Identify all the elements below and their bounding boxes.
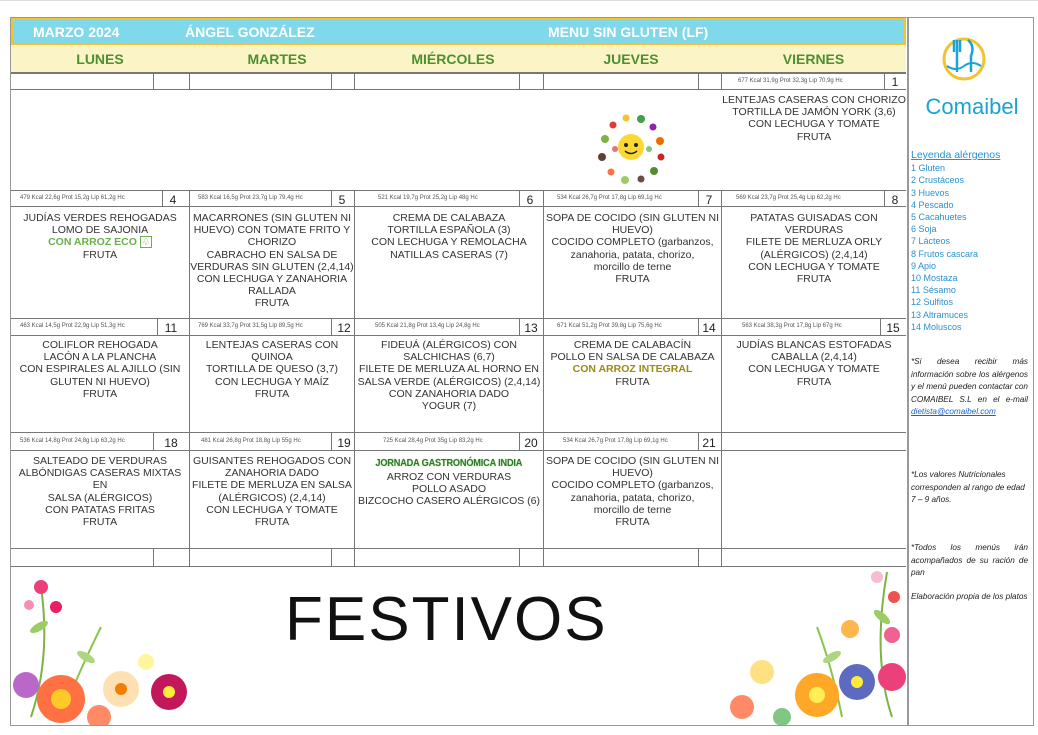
menu-line: CREMA DE CALABAZA xyxy=(392,212,506,224)
integral-rice-label: CON ARROZ INTEGRAL xyxy=(572,363,693,376)
menu-line: BIZCOCHO CASERO ALÉRGICOS (6) xyxy=(357,495,541,508)
menu-line: CON LECHUGA Y TOMATE xyxy=(748,260,880,273)
menu-line: NATILLAS CASERAS (7) xyxy=(390,248,508,261)
menu-cell-tue-5 xyxy=(190,212,354,310)
contact-email-link[interactable]: dietista@comaibel.com xyxy=(911,407,996,417)
menu-cell-wed-13 xyxy=(355,339,543,412)
menu-line: SALSA (ALÉRGICOS) xyxy=(47,491,153,504)
eco-rice-line xyxy=(11,236,189,248)
legend-item: 2 Crustáceos xyxy=(911,175,965,186)
weekday-monday: LUNES xyxy=(76,51,124,67)
menu-line: SALTEADO DE VERDURAS xyxy=(32,455,167,467)
brand-name: Comaibel xyxy=(925,94,1019,119)
menu-cell-fri-15 xyxy=(722,339,906,388)
menu-line: FILETE DE MERLUZA ORLY xyxy=(745,236,883,249)
day-number: 1 xyxy=(891,75,899,89)
legend-item: 7 Lácteos xyxy=(911,236,951,247)
flowers-right-decoration xyxy=(722,567,906,725)
day-number: 7 xyxy=(705,193,713,207)
menu-cell-thu-14 xyxy=(544,339,721,388)
kcal-info: 463 Kcal 14,5g Prot 22,9g Lip 51,3g Hc xyxy=(20,323,125,329)
kcal-info: 569 Kcal 23,7g Prot 25,4g Lip 62,2g Hc xyxy=(736,195,841,201)
grid-line xyxy=(11,206,906,207)
day-number: 18 xyxy=(164,436,178,450)
day-number: 6 xyxy=(526,193,534,207)
grid-line xyxy=(11,450,906,451)
day-number: 14 xyxy=(702,321,716,335)
menu-line: FILETE DE MERLUZA EN SALSA xyxy=(192,479,352,492)
menu-line: CON ZANAHORIA DADO xyxy=(388,387,510,400)
student-name: ÁNGEL GONZÁLEZ xyxy=(185,24,315,40)
weekday-header xyxy=(11,45,906,73)
legend-item: 1 Gluten xyxy=(911,163,946,174)
legend-item: 6 Soja xyxy=(911,224,937,235)
grid-line xyxy=(153,548,154,566)
eco-rice-label: CON ARROZ ECO xyxy=(48,236,137,249)
menu-line: zanahoria, patata, chorizo, xyxy=(570,248,695,261)
menu-line: LACÓN A LA PLANCHA xyxy=(43,351,157,364)
grid-line xyxy=(519,73,520,89)
weekday-tuesday: MARTES xyxy=(247,51,307,67)
menu-line: LENTEJAS CASERAS CON CHORIZO xyxy=(722,94,906,106)
month-label: MARZO 2024 xyxy=(33,24,120,40)
menu-line: CON LECHUGA Y MAÍZ xyxy=(215,375,329,388)
legend-item: 5 Cacahuetes xyxy=(911,212,967,223)
india-banner: JORNADA GASTRONÓMICA INDIA xyxy=(375,458,523,469)
menu-line: RALLADA xyxy=(248,285,296,298)
day-number: 13 xyxy=(524,321,538,335)
grid-line xyxy=(11,89,906,90)
grid-line xyxy=(698,548,699,566)
menu-line: TORTILLA DE QUESO (3,7) xyxy=(205,363,339,376)
menu-line: SALSA VERDE (ALÉRGICOS) (2,4,14) xyxy=(357,375,541,388)
menu-line: COLIFLOR REHOGADA xyxy=(42,339,158,351)
menu-cell-fri-8 xyxy=(722,212,906,285)
grid-line xyxy=(11,335,906,336)
menu-line: zanahoria, patata, chorizo, xyxy=(570,491,695,504)
menu-cell-tue-19 xyxy=(190,455,354,528)
kcal-info: 725 Kcal 28,4g Prot 35g Lip 83,2g Hc xyxy=(383,438,483,444)
menu-line: HUEVO) CON TOMATE FRITO Y xyxy=(193,224,351,237)
menu-cell-wed-20 xyxy=(355,457,543,508)
menu-title: MENU SIN GLUTEN (LF) xyxy=(548,24,709,40)
menu-line: FRUTA xyxy=(82,248,118,261)
grid-line xyxy=(543,73,544,89)
india-banner-row xyxy=(355,457,543,471)
menu-line: CON LECHUGA Y TOMATE xyxy=(748,363,880,376)
day-number: 4 xyxy=(169,193,177,207)
menu-line: POLLO EN SALSA DE CALABAZA xyxy=(550,351,715,364)
menu-line: FRUTA xyxy=(615,375,650,388)
kcal-info: 769 Kcal 33,7g Prot 31,5g Lip 89,5g Hc xyxy=(198,323,303,329)
kcal-info: 536 Kcal 14,8g Prot 24,8g Lip 63,2g Hc xyxy=(20,438,125,444)
menu-line: FRUTA xyxy=(796,130,832,143)
menu-line: (ALÉRGICOS) (2,4,14) xyxy=(760,248,868,261)
menu-line: (ALÉRGICOS) (2,4,14) xyxy=(218,491,326,504)
menu-line: TORTILLA ESPAÑOLA (3) xyxy=(387,224,511,237)
legend-item: 13 Altramuces xyxy=(911,309,969,320)
kcal-info: 479 Kcal 22,6g Prot 15,2g Lip 61,2g Hc xyxy=(20,195,125,201)
kcal-info: 534 Kcal 26,7g Prot 17,8g Lip 69,1g Hc xyxy=(557,195,662,201)
day-number: 19 xyxy=(337,436,351,450)
menu-line: TORTILLA DE JAMÓN YORK (3,6) xyxy=(732,106,896,119)
grid-line xyxy=(519,548,520,566)
legend-item: 9 Apio xyxy=(911,260,937,271)
menu-line: FRUTA xyxy=(82,387,118,400)
legend-item: 8 Frutos cascara xyxy=(911,248,979,259)
legend-item: 14 Moluscos xyxy=(911,321,962,332)
festivos-title: FESTIVOS xyxy=(285,585,608,654)
menu-line: HUEVO) xyxy=(612,224,653,237)
menu-line: FRUTA xyxy=(82,516,118,529)
kcal-info: 583 Kcal 16,5g Prot 23,7g Lip 79,4g Hc xyxy=(198,195,303,201)
menu-line: CON LECHUGA Y TOMATE xyxy=(206,503,338,516)
day-number: 5 xyxy=(338,193,346,207)
comaibel-logo-icon xyxy=(941,32,987,92)
top-border xyxy=(0,0,1038,1)
menu-line: ZANAHORIA DADO xyxy=(225,467,319,480)
menu-line: LOMO DE SAJONIA xyxy=(51,224,149,237)
menu-cell-fri-1 xyxy=(722,94,906,143)
contact-text: *Si desea recibir más información sobre los alérgenos y el menú pueden contactar con COMAIBEL S.L en el e-mail xyxy=(911,357,1028,404)
contact-note xyxy=(911,356,1028,419)
menu-line: QUINOA xyxy=(251,351,293,364)
kcal-info: 677 Kcal 31,9g Prot 32,3g Lip 70,9g Hc xyxy=(738,78,843,84)
menu-line: MACARRONES (SIN GLUTEN NI xyxy=(192,212,352,224)
menu-line: CON LECHUGA Y TOMATE xyxy=(748,118,880,131)
eco-leaf-icon: ♧ xyxy=(141,237,150,248)
grid-line xyxy=(331,318,332,335)
menu-line: YOGUR (7) xyxy=(421,400,477,413)
menu-line: SOPA DE COCIDO (SIN GLUTEN NI xyxy=(545,212,720,224)
kcal-info: 505 Kcal 21,8g Prot 13,4g Lip 24,8g Hc xyxy=(375,323,480,329)
menu-line: LENTEJAS CASERAS CON xyxy=(205,339,339,351)
kcal-info: 563 Kcal 38,3g Prot 17,8g Lip 67g Hc xyxy=(742,323,842,329)
grid-line xyxy=(354,73,355,89)
menu-line: JUDÍAS BLANCAS ESTOFADAS xyxy=(736,339,892,351)
weekday-friday: VIERNES xyxy=(782,51,845,67)
grid-line xyxy=(331,548,332,566)
menu-line: HUEVO) xyxy=(612,467,653,480)
bread-note: *Todos los menús irán acompañados de su ración de pan xyxy=(911,543,1028,578)
menu-line: POLLO ASADO xyxy=(411,483,487,496)
menu-line: VERDURAS SIN GLUTEN (2,4,14) xyxy=(190,260,354,273)
grid-line xyxy=(153,73,154,89)
menu-cell-mon-4 xyxy=(11,212,189,261)
menu-line: GUISANTES REHOGADOS CON xyxy=(192,455,352,467)
menu-line: ALBÓNDIGAS CASERAS MIXTAS EN xyxy=(18,467,182,492)
kcal-info: 671 Kcal 51,2g Prot 39,8g Lip 75,6g Hc xyxy=(557,323,662,329)
grid-line xyxy=(11,548,906,549)
menu-line: FRUTA xyxy=(254,387,290,400)
menu-line: CHORIZO xyxy=(247,236,297,249)
menu-cell-wed-6 xyxy=(355,212,543,261)
legend-item: 12 Sulfitos xyxy=(911,297,954,308)
menu-line: SOPA DE COCIDO (SIN GLUTEN NI xyxy=(545,455,720,467)
menu-line: morcillo de terne xyxy=(593,260,672,273)
menu-line: ARROZ CON VERDURAS xyxy=(386,471,512,483)
day-number: 11 xyxy=(164,321,178,335)
menu-line: FRUTA xyxy=(254,516,290,529)
day-number: 20 xyxy=(524,436,538,450)
grid-line xyxy=(189,73,190,89)
menu-line: JUDÍAS VERDES REHOGADAS xyxy=(23,212,177,224)
grid-line xyxy=(721,73,722,89)
menu-line: FRUTA xyxy=(254,297,290,310)
menu-line: CON LECHUGA Y ZANAHORIA xyxy=(196,273,348,286)
menu-cell-thu-21 xyxy=(544,455,721,528)
legend-item: 4 Pescado xyxy=(911,199,954,210)
menu-line: FILETE DE MERLUZA AL HORNO EN xyxy=(359,363,539,376)
legend-item: 11 Sésamo xyxy=(911,285,956,296)
food-illustration xyxy=(591,109,671,189)
grid-line xyxy=(698,73,699,89)
menu-cell-mon-18 xyxy=(11,455,189,528)
menu-line: CON PATATAS FRITAS xyxy=(45,503,155,516)
menu-line: FRUTA xyxy=(615,516,650,529)
flowers-left-decoration xyxy=(11,567,191,725)
header-bar xyxy=(11,18,906,45)
day-number: 21 xyxy=(702,436,716,450)
menu-line: SALCHICHAS (6,7) xyxy=(403,351,495,364)
grid-line xyxy=(880,318,881,335)
kcal-info: 521 Kcal 19,7g Prot 25,2g Lip 48g Hc xyxy=(378,195,478,201)
legend-title: Leyenda alérgenos xyxy=(911,149,1001,161)
grid-line xyxy=(721,432,722,566)
menu-cell-thu-7 xyxy=(544,212,721,285)
menu-cell-tue-12 xyxy=(190,339,354,400)
grid-line xyxy=(331,73,332,89)
kcal-info: 534 Kcal 26,7g Prot 17,8g Lip 69,1g Hc xyxy=(563,438,668,444)
day-number: 8 xyxy=(891,193,899,207)
grid-line xyxy=(331,432,332,450)
day-number: 12 xyxy=(337,321,351,335)
kcal-info: 481 Kcal 26,8g Prot 18,8g Lip 55g Hc xyxy=(201,438,301,444)
allergen-legend xyxy=(911,149,1000,333)
menu-line: PATATAS GUISADAS CON VERDURAS xyxy=(750,212,878,237)
nutrition-note: *Los valores Nutricionales corresponden al rango de edad 7 – 9 años. xyxy=(911,470,1025,505)
weekday-thursday: JUEVES xyxy=(603,51,659,67)
grid-line xyxy=(153,432,154,450)
legend-item: 10 Mostaza xyxy=(911,273,958,284)
day-number: 15 xyxy=(886,321,900,335)
menu-line: COCIDO COMPLETO (garbanzos, xyxy=(551,479,714,492)
menu-line: GLUTEN NI HUEVO) xyxy=(50,375,150,388)
grid-line xyxy=(157,318,158,335)
menu-line: FRUTA xyxy=(615,273,650,286)
menu-line: CON LECHUGA Y REMOLACHA xyxy=(371,236,527,249)
legend-item: 3 Huevos xyxy=(911,187,950,198)
menu-line: morcillo de terne xyxy=(593,503,672,516)
menu-line: CABRACHO EN SALSA DE xyxy=(206,248,338,261)
elaboration-note: Elaboración propia de los platos xyxy=(911,592,1028,601)
menu-line: CABALLA (2,4,14) xyxy=(771,351,857,364)
menu-line: COCIDO COMPLETO (garbanzos, xyxy=(551,236,714,249)
menu-line: FRUTA xyxy=(796,273,832,286)
menu-line: CREMA DE CALABACÍN xyxy=(573,339,692,351)
menu-line: CON ESPIRALES AL AJILLO (SIN xyxy=(19,363,181,376)
weekday-wednesday: MIÉRCOLES xyxy=(411,51,495,67)
menu-line: FRUTA xyxy=(796,375,832,388)
menu-cell-mon-11 xyxy=(11,339,189,400)
menu-line: FIDEUÁ (ALÉRGICOS) CON xyxy=(381,339,517,351)
